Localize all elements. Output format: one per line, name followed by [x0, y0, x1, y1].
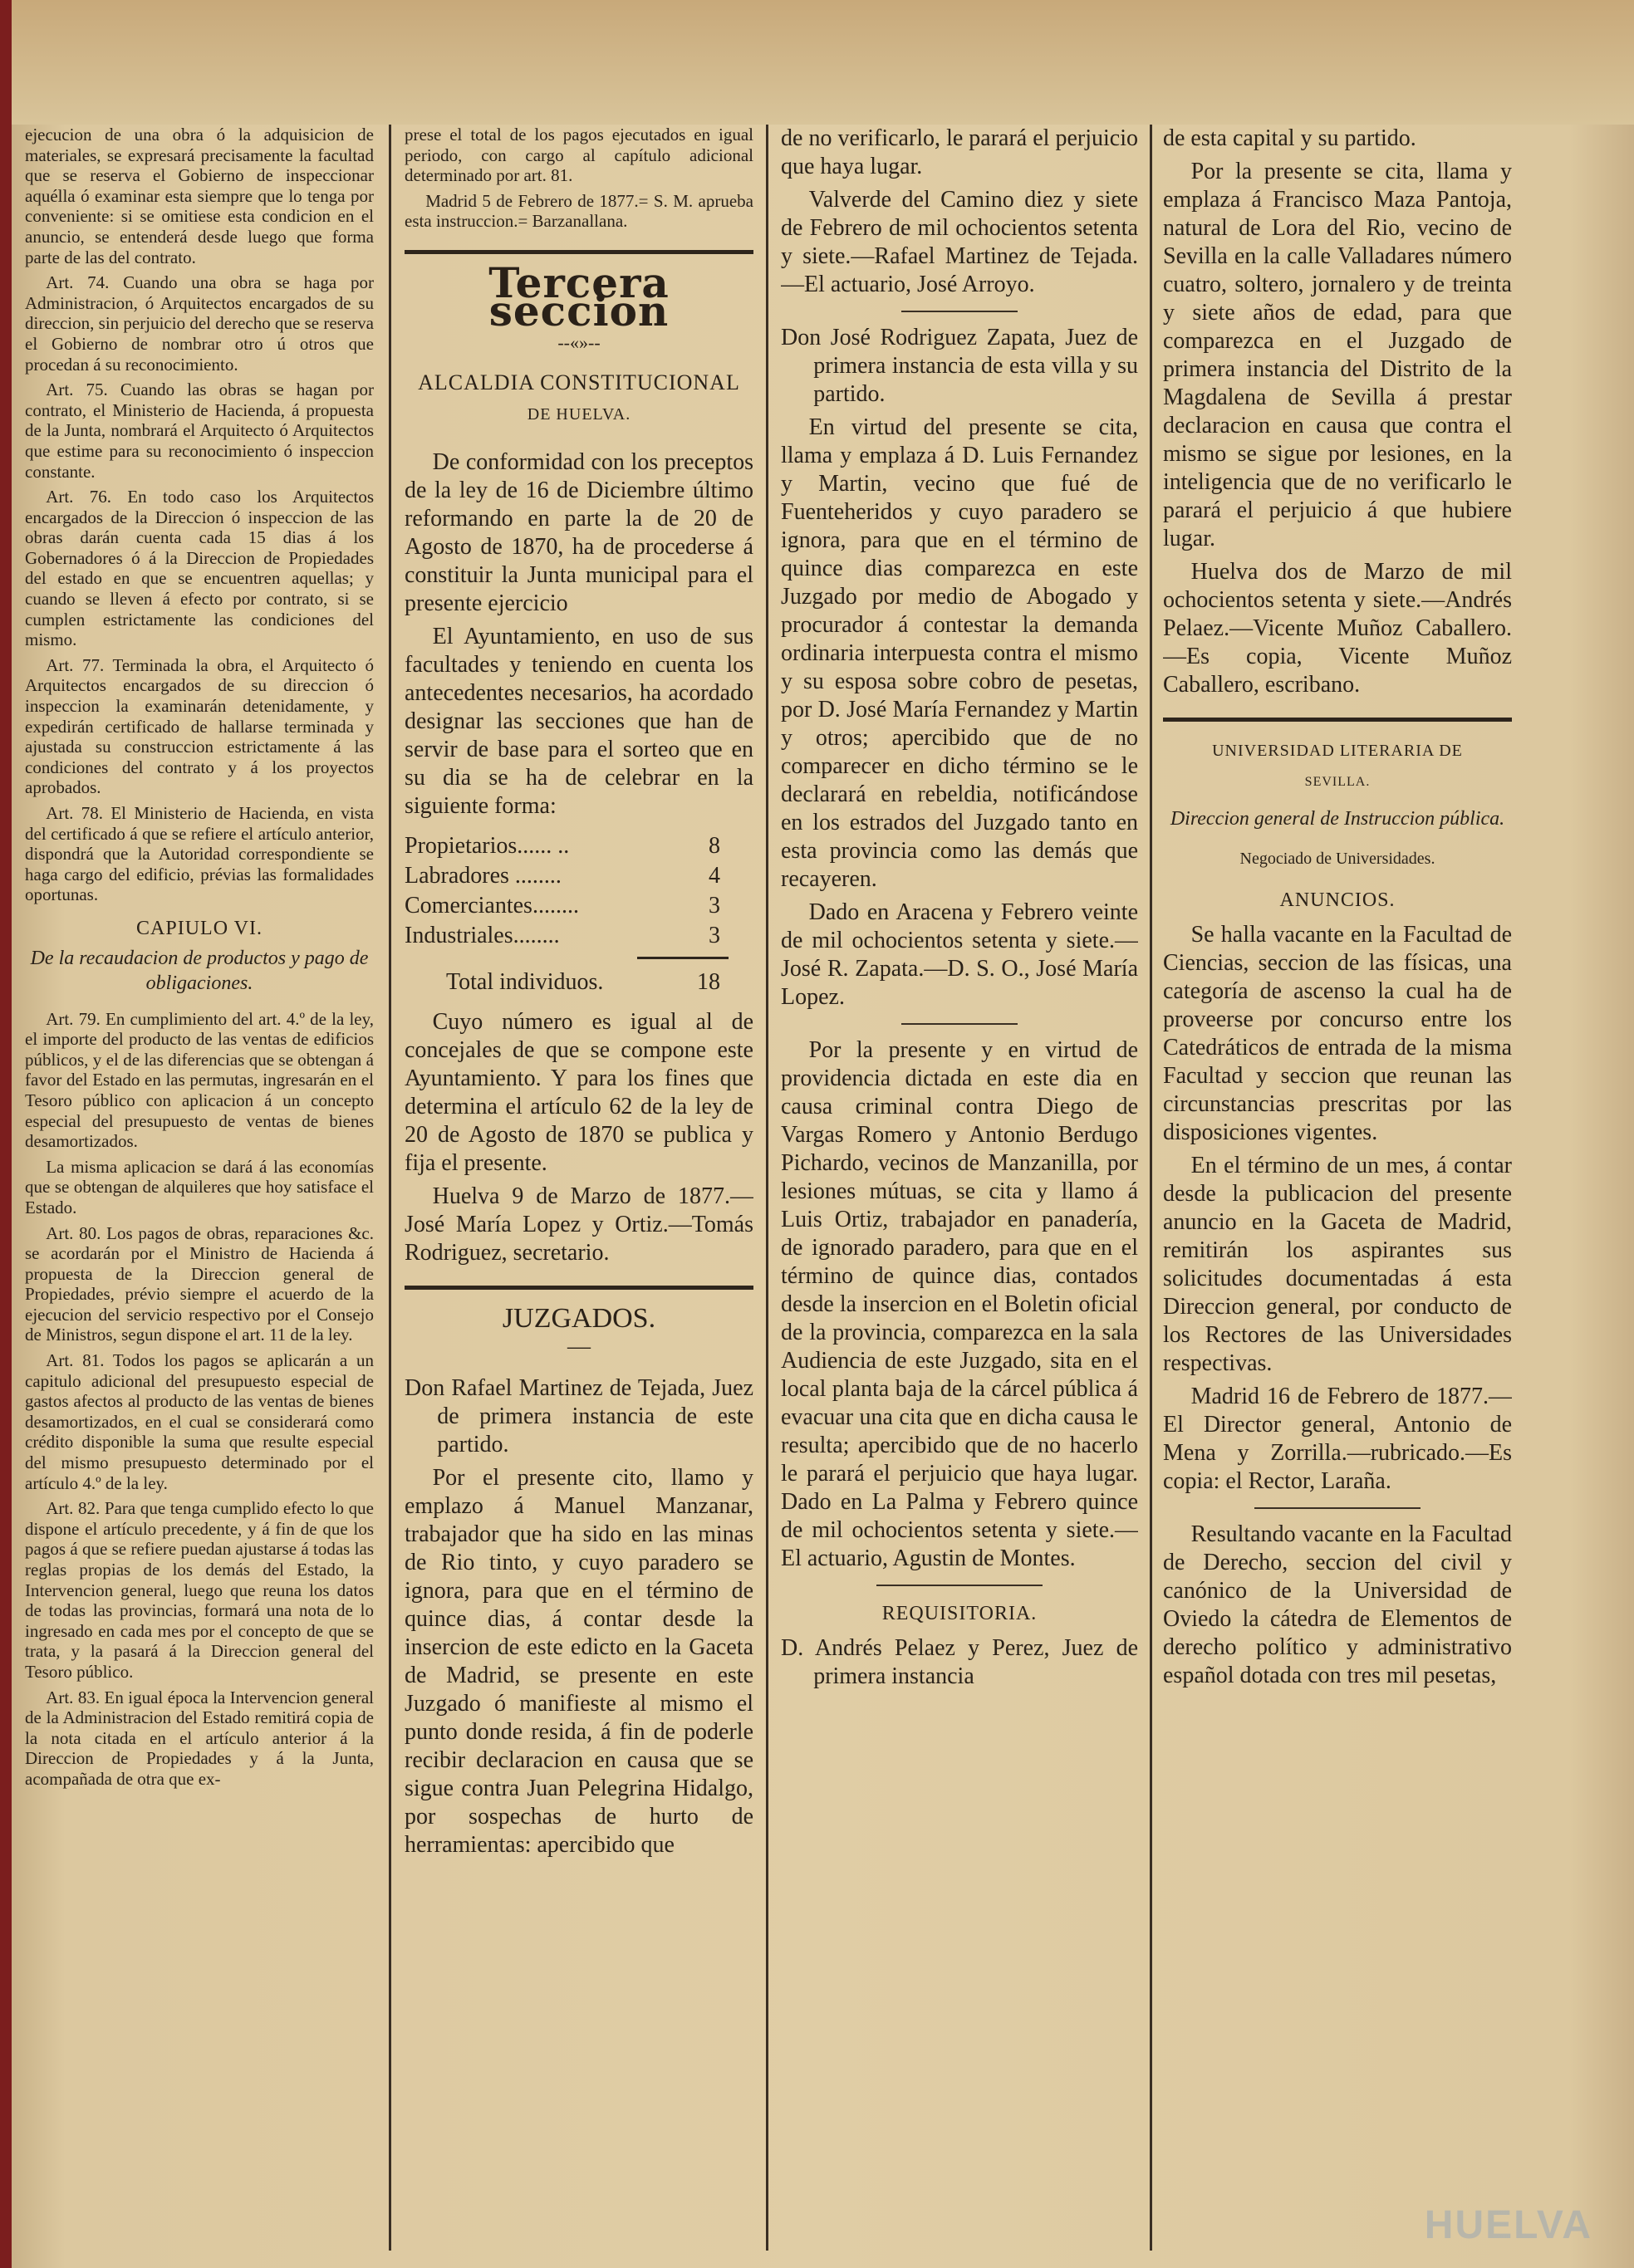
table-row [405, 922, 753, 952]
paragraph: Se halla vacante en la Facultad de Ciencias, seccion de las físicas, una categoría de ascenso la cual ha de proveerse por concurso entre los Catedráticos de entrada de la misma Facultad y seccion que reunan las circunstancias prescritas por las disposiciones vigentes. [1163, 922, 1512, 1145]
judge-heading: Don Rafael Martinez de Tejada, Juez de primera instancia de este partido. [405, 1374, 753, 1457]
column-2 [405, 125, 753, 2259]
direccion-heading: Direccion general de Instruccion pública. [1170, 808, 1505, 830]
total-value: 18 [697, 968, 720, 995]
alcaldia-heading: ALCALDIA CONSTITUCIONAL [418, 370, 740, 394]
signature-line: Huelva 9 de Marzo de 1877.—José María Lopez y Ortiz.—Tomás Rodriguez, secretario. [405, 1183, 753, 1266]
signature-line: Huelva dos de Marzo de mil ochocientos setenta y siete.—Andrés Pelaez.—Vicente Muñoz Caballero.—Es copia, Vicente Muñoz Caballero, escribano. [1163, 559, 1512, 698]
column-rule [1150, 125, 1152, 2251]
binding-strip [0, 0, 12, 2268]
article-77: Art. 77. Terminada la obra, el Arquitecto ó Arquitectos encargados de su direccion ó inspeccion la examinarán detenidamente, y expedirán certificado de hallarse terminada y ajustada su construccion estrictamente á las condiciones del contrato y á los proyectos aprobados. [25, 654, 374, 798]
article-83: Art. 83. En igual época la Intervencion general de la Administracion del Estado remitirá copia de la nota citada en el artículo anterior á la Direccion de Propiedades y á la Junta, acompañada de otra que ex- [25, 1687, 374, 1789]
archive-watermark [1335, 2195, 1601, 2253]
ornament: --«»-- [557, 331, 601, 353]
article-74: Art. 74. Cuando una obra se haga por Administracion, ó Arquitectos encargados de su direccion, sin perjuicio del derecho que se reserva el Gobierno de nombrar otro ú otros que procedan á su reconocimiento. [25, 272, 374, 375]
alcaldia-subheading: DE HUELVA. [527, 404, 631, 424]
torn-top-edge [0, 0, 1634, 125]
article-76: Art. 76. En todo caso los Arquitectos encargados de la Direccion ó inspeccion de las obras darán cuenta cada 15 dias á los Gobernadores ó á la Direccion de Propiedades del estado en que se encuentren aquellas; y cuando se lleven á efecto por contrato, si se cumplen estrictamente las condiciones del mismo. [25, 487, 374, 650]
paragraph: Cuyo número es igual al de concejales de que se compone este Ayuntamiento. Y para los fines que determina el artículo 62 de la ley de 20 de Agosto de 1870 se publica y fija el presente. [405, 1008, 753, 1176]
column-4 [1163, 125, 1512, 2259]
row-value: 3 [709, 892, 720, 918]
row-value: 8 [709, 832, 720, 859]
paragraph: El Ayuntamiento, en uso de sus facultades y teniendo en cuenta los antecedentes necesarios, ha acordado designar las secciones que han de servir de base para el sorteo que en su dia se ha de celebrar en la siguiente forma: [405, 623, 753, 819]
total-rule [637, 957, 729, 959]
row-label: Industriales........ [405, 922, 560, 948]
requisitoria-heading: REQUISITORIA. [881, 1603, 1038, 1624]
chapter-title: De la recaudacion de productos y pago de obligaciones. [30, 947, 369, 994]
column-3 [781, 125, 1138, 2259]
paragraph: Por la presente y en virtud de providencia dictada en este dia en causa criminal contra Diego de Vargas Romero y Antonio Berdugo Pichardo, vecinos de Manzanilla, por lesiones mútuas, se cita y llamo á Luis Ortiz, trabajador en panadería, de ignorado paradero, para que en el término de quince dias, contados desde la insercion en el Boletin oficial de la provincia, comparezca en la sala Audiencia de este Juzgado, sita en el local planta baja de la cárcel pública á evacuar una cita que en dicha causa le resulta; apercibido que de no hacerlo le parará el perjuicio que haya lugar. Dado en La Palma y Febrero quince de mil ochocientos setenta y siete.—El actuario, Agustin de Montes. [781, 1037, 1138, 1571]
article-79: Art. 79. En cumplimiento del art. 4.º de la ley, el importe del producto de las ventas de edificios públicos, y el de las diferencias que se obtengan á favor del Estado en las permutas, ingresarán en el Tesoro público con aplicacion á un concepto especial del presupuesto de ventas de bienes desamortizados. [25, 1008, 374, 1152]
article-81: Art. 81. Todos los pagos se aplicarán a un capitulo adicional del presupuesto especial de gastos afectos al producto de las ventas de bienes desamortizados, en el cual se considerará como crédito disponible la suma que resulte especial del mismo presupuesto determinado por el artículo 4.º de la ley. [25, 1350, 374, 1493]
juzgados-heading: JUZGADOS. [502, 1302, 656, 1334]
row-label: Comerciantes........ [405, 892, 579, 918]
total-row [405, 957, 753, 1008]
judge-heading: Don José Rodriguez Zapata, Juez de primera instancia de esta villa y su partido. [781, 325, 1138, 407]
short-rule [901, 1023, 1018, 1025]
signature-line: Madrid 16 de Febrero de 1877.—El Director general, Antonio de Mena y Zorrilla.—rubricado.—Es copia: el Rector, Laraña. [1163, 1384, 1512, 1494]
paragraph: de no verificarlo, le parará el perjuicio que haya lugar. [781, 125, 1138, 179]
paragraph: Por la presente se cita, llama y emplaza á Francisco Maza Pantoja, natural de Lora del Rio, vecino de Sevilla en la calle Valladares número cuatro, soltero, jornalero y de treinta y siete años de edad, para que comparezca en el Juzgado de primera instancia del Distrito de la Magdalena de Sevilla á prestar declaracion en causa que contra el mismo se sigue por lesiones, en la inteligencia que de no verificarlo le parará el perjuicio á que hubiere lugar. [1163, 159, 1512, 551]
signature-line: Dado en Aracena y Febrero veinte de mil ochocientos setenta y siete.—José R. Zapata.—D. S. O., José María Lopez. [781, 899, 1138, 1010]
article-80: Art. 80. Los pagos de obras, reparaciones &c. se acordarán por el Ministro de Hacienda á propuesta de la Direccion general de Propiedades, prévio siempre el acuerdo de la ejecucion del servicio respectivo por el Consejo de Ministros, segun dispone el art. 11 de la ley. [25, 1222, 374, 1345]
column-rule [389, 125, 391, 2251]
row-value: 3 [709, 922, 720, 948]
paragraph: De conformidad con los preceptos de la ley de 16 de Diciembre último reformando en parte la de 20 de Agosto de 1870, ha de procederse á constituir la Junta municipal para el presente ejercicio [405, 448, 753, 616]
table-row [405, 862, 753, 892]
heading-dash: — [567, 1333, 591, 1359]
university-subheading: SEVILLA. [1304, 775, 1371, 789]
total-block [405, 957, 753, 1008]
article-78: Art. 78. El Ministerio de Hacienda, en vista del certificado á que se refiere el artículo anterior, dispondrá que la Autoridad correspondiente se haga cargo del edificio, prévias las formalidades oportunas. [25, 803, 374, 905]
table-row [405, 832, 753, 862]
anuncios-heading: ANUNCIOS. [1279, 889, 1396, 911]
paragraph: En virtud del presente se cita, llama y emplaza á D. Luis Fernandez y Martin, vecino que fué de Fuenteheridos y cuyo paradero se ignora, para que en el término de quince dias comparezca en este Juzgado por medio de Abogado y procurador á contestar la demanda ordinaria interpuesta contra el mismo y su esposa sobre cobro de pesetas, por D. José María Fernandez y Martin y otros; apercibido que de no comparecer en dicho término se le declarará en rebeldia, notificándose en los estrados del Juzgado tanto en esta provincia como las demás que recayeren. [781, 414, 1138, 892]
signature-line: Valverde del Camino diez y siete de Febrero de mil ochocientos setenta y siete.—Rafael Martinez de Tejada.—El actuario, José Arroyo. [781, 187, 1138, 297]
paragraph: de esta capital y su partido. [1163, 125, 1416, 151]
signature-line: Madrid 5 de Febrero de 1877.= S. M. aprueba esta instruccion.= Barzanallana. [405, 190, 753, 232]
section-rule [1163, 718, 1512, 722]
judge-heading: D. Andrés Pelaez y Perez, Juez de primera instancia [781, 1635, 1138, 1689]
short-rule [1254, 1507, 1421, 1509]
section-title: Tercera seccion [488, 257, 670, 336]
paragraph: En el término de un mes, á contar desde la publicacion del presente anuncio en la Gaceta de Madrid, remitirán los aspirantes sus solicitudes documentadas á esta Direccion general, por conducto de los Rectores de las Universidades respectivas. [1163, 1153, 1512, 1376]
row-value: 4 [709, 862, 720, 889]
column-1 [25, 125, 374, 2259]
row-label: Labradores ........ [405, 862, 562, 889]
short-rule [876, 1585, 1043, 1586]
article-82: Art. 82. Para que tenga cumplido efecto lo que dispone el artículo precedente, y á fin de que los pagos á que se refiere puedan ajustarse á todas las reglas propias de los demás del Estado, la Intervencion general, luego que reuna los datos de todas las provincias, formará una nota de lo ingresado en cada mes por el concepto de que se trata, y la pasará á la Direccion general del Tesoro público. [25, 1498, 374, 1682]
negociado-line: Negociado de Universidades. [1239, 850, 1435, 868]
short-rule [901, 311, 1018, 312]
article-75: Art. 75. Cuando las obras se hagan por contrato, el Ministerio de Hacienda, á propuesta de la Junta, nombrará el Arquitecto ó Arquitectos que estime para su reconocimiento ó inspeccion constante. [25, 380, 374, 482]
paragraph: ejecucion de una obra ó la adquisicion de materiales, se expresará precisamente la facultad que se reserva el Gobierno de inspeccionar aquélla ó examinar esta siempre que lo tenga por conveniente: si se omitiese esta condicion en el anuncio, se entenderá desde luego que forma parte de las del contrato. [25, 125, 374, 267]
paragraph: Resultando vacante en la Facultad de Derecho, seccion del civil y canónico de la Universidad de Oviedo la cátedra de Elementos de derecho político y administrativo español dotada con tres mil pesetas, [1163, 1521, 1512, 1688]
section-rule [405, 250, 753, 254]
university-heading: UNIVERSIDAD LITERARIA DE [1212, 742, 1463, 760]
table-row [405, 892, 753, 922]
watermark-text: HUELVA [1424, 2203, 1592, 2247]
paragraph: La misma aplicacion se dará á las economías que se obtengan de alquileres que hoy satisface el Estado. [25, 1156, 374, 1217]
paragraph: prese el total de los pagos ejecutados en igual periodo, con cargo al capítulo adicional determinado por art. 81. [405, 125, 753, 186]
column-rule [766, 125, 768, 2251]
chapter-heading: CAPIULO VI. [136, 917, 263, 939]
row-label: Propietarios...... .. [405, 832, 570, 859]
section-rule [405, 1286, 753, 1290]
paragraph: Por el presente cito, llamo y emplazo á Manuel Manzanar, trabajador que ha sido en las minas de Rio tinto, y cuyo paradero se ignora, para que en el término de quince dias, á contar desde la insercion de este edicto en la Gaceta de Madrid, se presente en este Juzgado ó manifieste al mismo el punto donde resida, á fin de poderle recibir declaracion en causa que se sigue contra Juan Pelegrina Hidalgo, por sospechas de hurto de herramientas: apercibido que [405, 1464, 753, 1858]
sections-table [405, 832, 753, 952]
total-label: Total individuos. [446, 968, 604, 995]
